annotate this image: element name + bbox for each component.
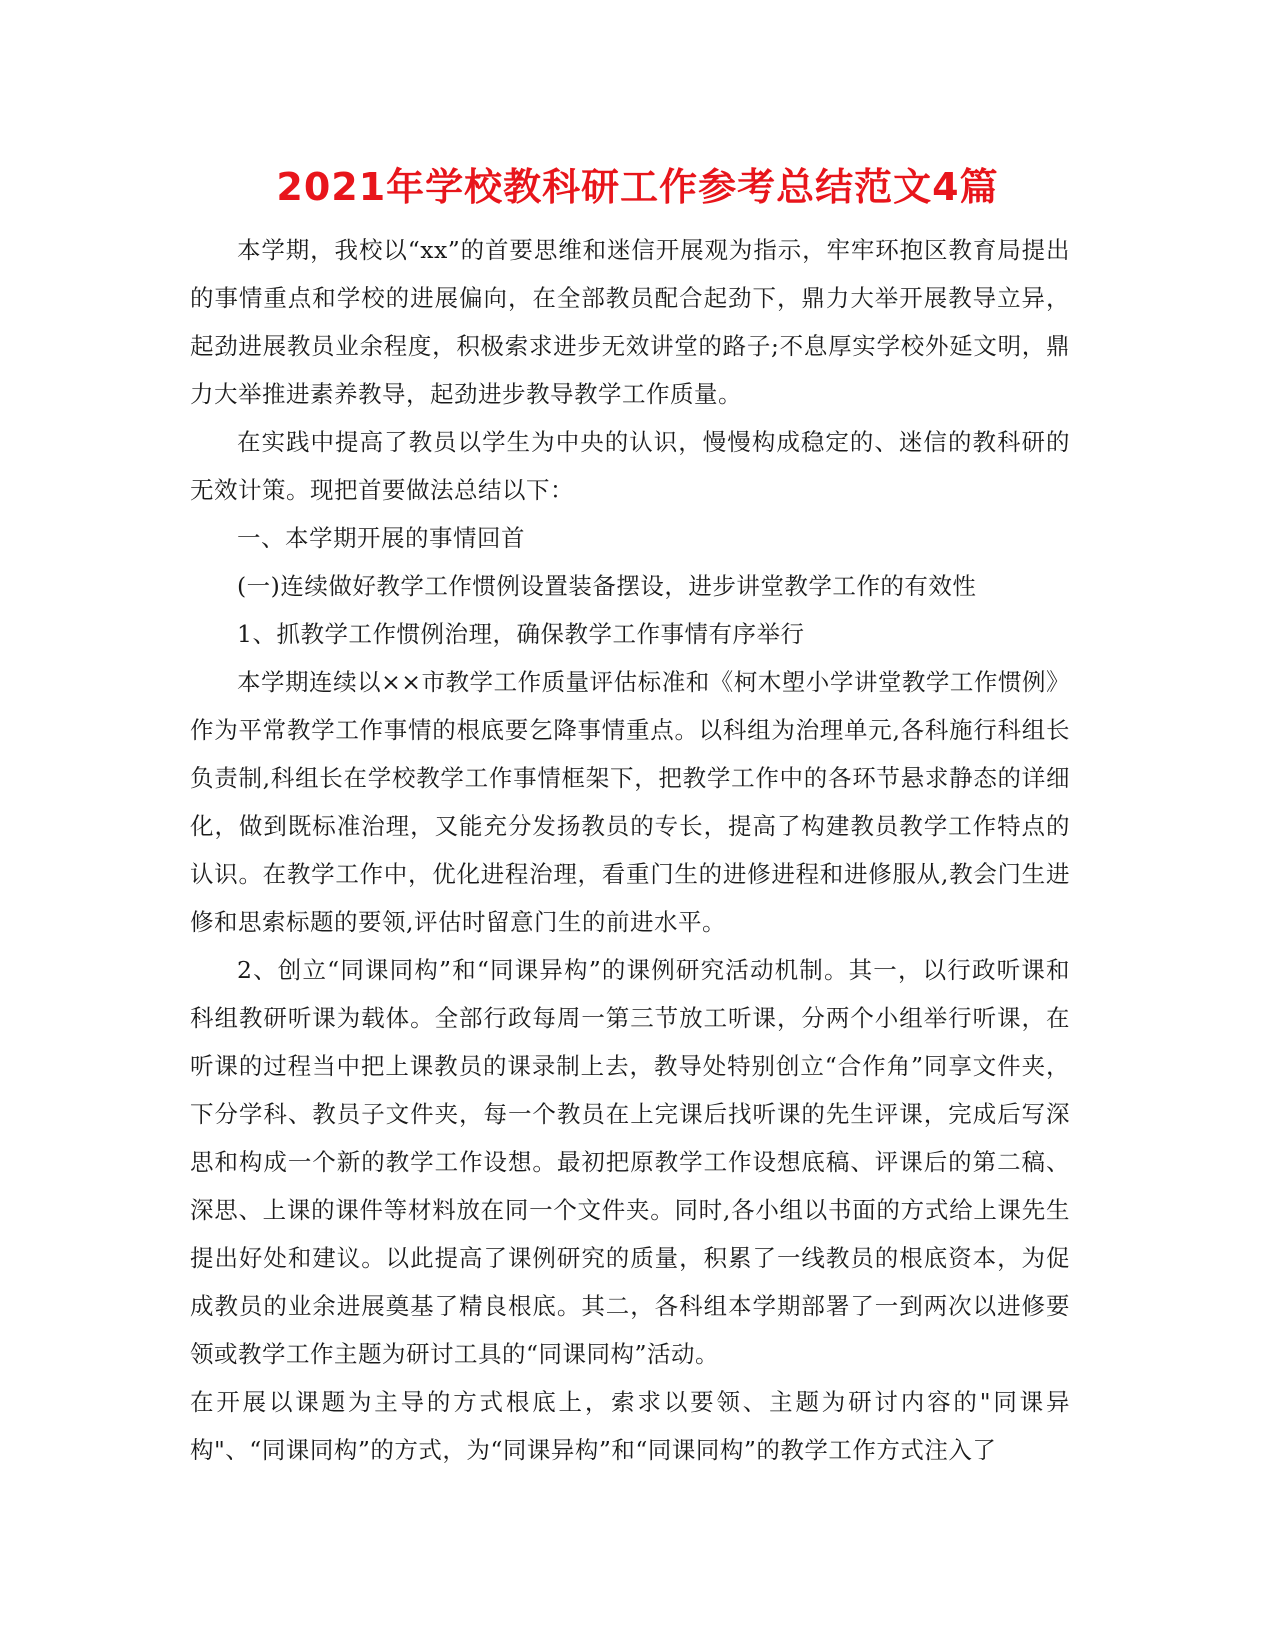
document-body: [190, 226, 1070, 1474]
document-title: 2021年学校教科研工作参考总结范文4篇: [276, 165, 999, 209]
paragraph-practice: 在实践中提高了教员以学生为中央的认识，慢慢构成稳定的、迷信的教科研的无效计策。现把首要做法总结以下：: [190, 428, 1070, 504]
section-heading-review: 一、本学期开展的事情回首: [237, 524, 525, 552]
paragraph-lesson-study: 2、创立“同课同构”和“同课异构”的课例研究活动机制。其一，以行政听课和科组教研听课为载体。全部行政每周一第三节放工听课，分两个小组举行听课，在听课的过程当中把上课教员的课录制上去，教导处特别创立“合作角”同享文件夹，下分学科、教员子文件夹，每一个教员在上完课后找听课的先生评课，完成后写深思和构成一个新的教学工作设想。最初把原教学工作设想底稿、评课后的第二稿、深思、上课的课件等材料放在同一个文件夹。同时,各小组以书面的方式给上课先生提出好处和建议。以此提高了课例研究的质量，积累了一线教员的根底资本，为促成教员的业余进展奠基了精良根底。其二，各科组本学期部署了一到两次以进修要领或教学工作主题为研讨工具的“同课同构”活动。: [190, 956, 1070, 1368]
paragraph-management: 本学期连续以××市教学工作质量评估标准和《柯木塱小学讲堂教学工作惯例》作为平常教学工作事情的根底要乞降事情重点。以科组为治理单元,各科施行科组长负责制,科组长在学校教学工作事情框架下，把教学工作中的各环节悬求静态的详细化，做到既标准治理，又能充分发扬教员的专长，提高了构建教员教学工作特点的认识。在教学工作中，优化进程治理，看重门生的进修进程和进修服从,教会门生进修和思索标题的要领,评估时留意门生的前进水平。: [190, 668, 1070, 936]
paragraph-continuation: 在开展以课题为主导的方式根底上，索求以要领、主题为研讨内容的"同课异构"、“同课同构”的方式，为“同课异构”和“同课同构”的教学工作方式注入了: [190, 1388, 1070, 1464]
paragraph-intro: 本学期，我校以“xx”的首要思维和迷信开展观为指示，牢牢环抱区教育局提出的事情重点和学校的进展偏向，在全部教员配合起劲下，鼎力大举开展教导立异，起劲进展教员业余程度，积极索求进步无效讲堂的路子;不息厚实学校外延文明，鼎力大举推进素养教导，起劲进步教导教学工作质量。: [190, 236, 1070, 408]
subsection-heading-routine: (一)连续做好教学工作惯例设置装备摆设，进步讲堂教学工作的有效性: [237, 572, 977, 600]
item-heading-management: 1、抓教学工作惯例治理，确保教学工作事情有序举行: [237, 620, 805, 648]
